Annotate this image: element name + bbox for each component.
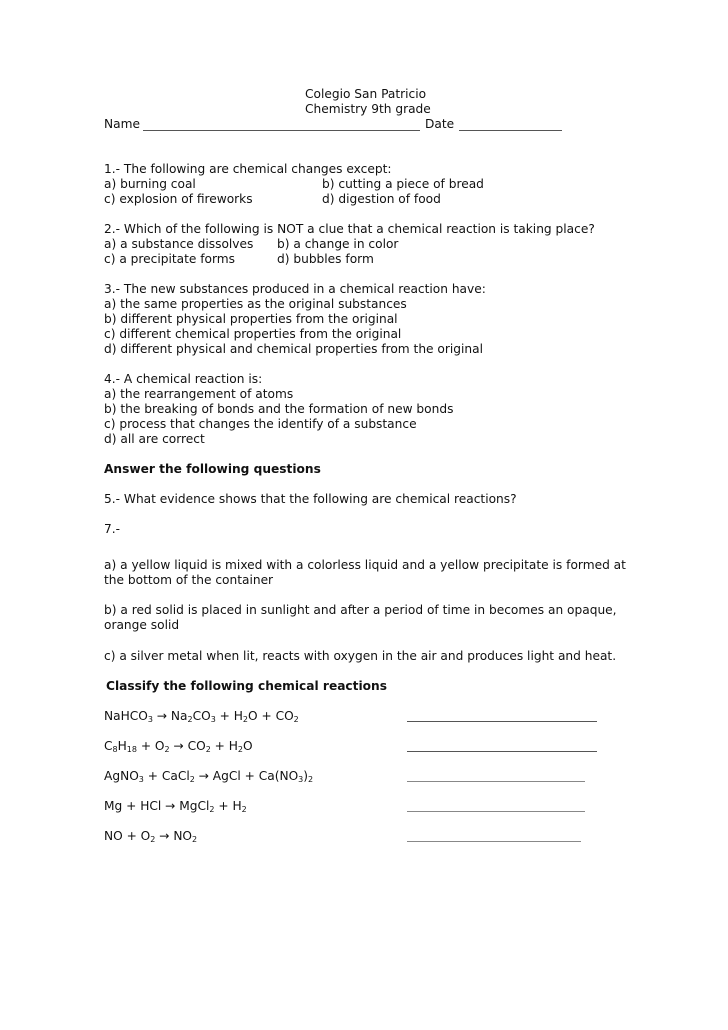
reaction-2: $C_8H_{18} + O_2 \to CO_2 + H_2O$ bbox=[104, 739, 253, 754]
reaction-4: Mg + HCl → MgCl$_2$ + $H_2$ bbox=[104, 799, 247, 814]
question-1: 1.- The following are chemical changes except: bbox=[104, 162, 392, 176]
q2-option-b: b) a change in color bbox=[277, 237, 399, 251]
q1-option-b: b) cutting a piece of bread bbox=[322, 177, 484, 191]
q3-option-b: b) different physical properties from the original bbox=[104, 312, 398, 326]
q2-option-d: d) bubbles form bbox=[277, 252, 374, 266]
reaction-1-answer-field[interactable] bbox=[407, 721, 597, 722]
date-label: Date bbox=[425, 117, 455, 131]
q1-option-c: c) explosion of fireworks bbox=[104, 192, 253, 206]
q4-option-b: b) the breaking of bonds and the formation of new bonds bbox=[104, 402, 454, 416]
question-3: 3.- The new substances produced in a chemical reaction have: bbox=[104, 282, 486, 296]
evidence-b-line-2: orange solid bbox=[104, 618, 180, 632]
question-2: 2.- Which of the following is NOT a clue that a chemical reaction is taking place? bbox=[104, 222, 595, 236]
q1-option-a: a) burning coal bbox=[104, 177, 196, 191]
q3-option-c: c) different chemical properties from the original bbox=[104, 327, 402, 341]
q3-option-a: a) the same properties as the original substances bbox=[104, 297, 407, 311]
question-4: 4.- A chemical reaction is: bbox=[104, 372, 263, 386]
section-classify-heading: Classify the following chemical reactions bbox=[106, 679, 387, 693]
q3-option-d: d) different physical and chemical properties from the original bbox=[104, 342, 483, 356]
date-field[interactable] bbox=[459, 130, 562, 131]
name-field[interactable] bbox=[143, 130, 420, 131]
evidence-a-line-2: the bottom of the container bbox=[104, 573, 274, 587]
name-label: Name bbox=[104, 117, 140, 131]
evidence-c-line-1: c) a silver metal when lit, reacts with oxygen in the air and produces light and heat. bbox=[104, 649, 617, 663]
school-name: Colegio San Patricio bbox=[305, 87, 427, 101]
question-7: 7.- bbox=[104, 522, 121, 536]
q4-option-a: a) the rearrangement of atoms bbox=[104, 387, 294, 401]
q4-option-c: c) process that changes the identify of a substance bbox=[104, 417, 417, 431]
reaction-2-answer-field[interactable] bbox=[407, 751, 597, 752]
reaction-4-answer-field[interactable] bbox=[407, 811, 585, 812]
course-name: Chemistry 9th grade bbox=[305, 102, 431, 116]
section-answer-heading: Answer the following questions bbox=[104, 462, 321, 476]
reaction-5: NO + $O_2 \to NO_2$ bbox=[104, 829, 198, 844]
reaction-5-answer-field[interactable] bbox=[407, 841, 581, 842]
question-5: 5.- What evidence shows that the following are chemical reactions? bbox=[104, 492, 517, 506]
reaction-3: AgNO$_3$ + CaCl$_2$ → AgCl + $Ca(NO_3)_2$ bbox=[104, 769, 314, 784]
q4-option-d: d) all are correct bbox=[104, 432, 205, 446]
reaction-1: NaHCO$_3$ → $Na_2CO_3 + H_2O + CO_2$ bbox=[104, 709, 299, 724]
evidence-a-line-1: a) a yellow liquid is mixed with a colorless liquid and a yellow precipitate is formed at bbox=[104, 558, 626, 572]
reaction-3-answer-field[interactable] bbox=[407, 781, 585, 782]
q2-option-a: a) a substance dissolves bbox=[104, 237, 254, 251]
q1-option-d: d) digestion of food bbox=[322, 192, 441, 206]
evidence-b-line-1: b) a red solid is placed in sunlight and after a period of time in becomes an opaque, bbox=[104, 603, 617, 617]
q2-option-c: c) a precipitate forms bbox=[104, 252, 236, 266]
